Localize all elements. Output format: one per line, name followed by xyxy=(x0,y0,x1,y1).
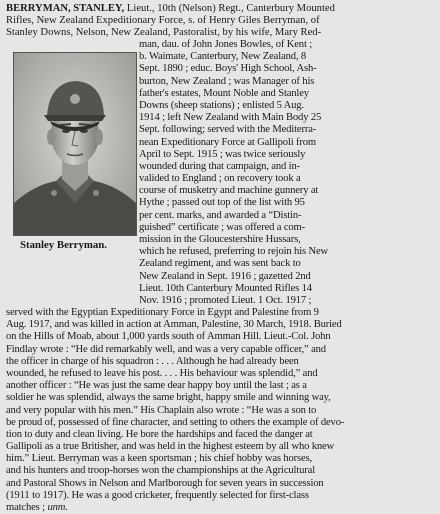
entry-name: BERRYMAN, STANLEY, xyxy=(6,3,125,14)
text-line: mission in the Gloucestershire Hussars, xyxy=(139,234,301,245)
final-text: matches ; xyxy=(6,502,48,513)
text-line: on the Hills of Moab, about 1,000 yards south of Amman Hill. Lieut.-Col. John xyxy=(6,331,331,343)
photo-caption: Stanley Berryman. xyxy=(20,239,107,251)
text-line: man, dau. of John Jones Bowles, of Kent ; xyxy=(139,39,313,50)
text-line: Findlay wrote : “He did remarkably well, and was a very capable officer,” and xyxy=(6,343,326,355)
text-line: soldier he was splendid, always the same bright, happy smile and winning way, xyxy=(6,392,331,404)
text-line: guished” certificate ; was offered a com- xyxy=(139,221,306,233)
text-line: nean Expeditionary Force at Gallipoli from xyxy=(139,136,316,148)
text-line: Rifles, New Zealand Expeditionary Force, s. of Henry Giles Berryman, of xyxy=(6,15,320,26)
text-line: Lieut. 10th Canterbury Mounted Rifles 14 xyxy=(139,282,312,294)
text-line: Zealand regiment, and was sent back to xyxy=(139,258,301,270)
text-line: the officer in charge of his squadron : . . . Although he had already been xyxy=(6,355,299,367)
text-line: burton, New Zealand ; was Manager of his xyxy=(139,75,315,87)
text-line: (1911 to 1917). He was a good cricketer, frequently selected for first-class xyxy=(6,489,309,501)
text-line: tion to duty and clean living. He bore the hardships and faced the danger at xyxy=(6,428,313,440)
text-line: Sept. following; served with the Mediterra- xyxy=(139,124,317,136)
text-line: New Zealand in Sept. 1916 ; gazetted 2nd xyxy=(139,270,311,282)
entry-intro xyxy=(6,15,321,39)
text-line: which he refused, preferring to rejoin his New xyxy=(139,246,329,258)
entry-heading-rest: Lieut., 10th (Nelson) Regt., Canterbury Mounted xyxy=(126,3,335,14)
text-line: per cent. marks, and awarded a “Distin- xyxy=(139,209,302,221)
text-line: Downs (sheep stations) ; enlisted 5 Aug. xyxy=(139,99,304,111)
text-line: and very popular with his men.” His Chaplain also wrote : “He was a son to xyxy=(6,404,317,416)
text-line: and his hunters and troop-horses won the championships at the Agricultural xyxy=(6,465,316,477)
text-line: Gallipoli as a true Britisher, and was held in the highest esteem by all who knew xyxy=(6,441,335,453)
text-line: Sept. 1890 ; educ. Boys' High School, Ash- xyxy=(139,63,317,75)
entry-heading xyxy=(6,3,335,15)
text-line: Nov. 1916 ; promoted Lieut. 1 Oct. 1917 ; xyxy=(139,294,312,306)
full-width-text xyxy=(6,307,436,514)
text-line: b. Waimate, Canterbury, New Zealand, 8 xyxy=(139,51,307,63)
text-line: father's estates, Mount Noble and Stanley xyxy=(139,87,309,99)
text-line: another officer : “He was just the same dear happy boy until the last ; as a xyxy=(6,380,307,392)
text-line: April to Sept. 1915 ; was twice seriously xyxy=(139,148,306,160)
text-line: wounded during that campaign, and in- xyxy=(139,160,300,172)
text-line: Stanley Downs, Nelson, New Zealand, Pastoralist, by his wife, Mary Red- xyxy=(6,27,322,39)
text-line: be proud of, possessed of fine character, and setting to others the example of devo- xyxy=(6,416,345,428)
right-column-text xyxy=(139,39,435,307)
marital-status: unm. xyxy=(47,502,68,513)
text-line: him.” Lieut. Berryman was a keen sportsman ; his chief hobby was horses, xyxy=(6,453,313,465)
text-line: 1914 ; left New Zealand with Main Body 25 xyxy=(139,112,322,124)
text-line: and Pastoral Shows in Nelson and Marlborough for seven years in succession xyxy=(6,477,324,489)
text-line: course of musketry and machine gunnery at xyxy=(139,185,319,197)
text-line: Hythe ; passed out top of the list with 95 xyxy=(139,197,305,209)
portrait-photo-icon xyxy=(14,53,136,235)
portrait-photo xyxy=(13,52,137,236)
text-line: Aug. 1917, and was killed in action at Amman, Palestine, 30 March, 1918. Buried xyxy=(6,319,342,331)
text-line: wounded, he refused to leave his post. . . . His behaviour was splendid,” and xyxy=(6,367,318,379)
text-line: valided to England ; on recovery took a xyxy=(139,173,301,185)
text-line-final xyxy=(6,502,436,514)
text-line: served with the Egyptian Expeditionary Force in Egypt and Palestine from 9 xyxy=(6,307,319,318)
